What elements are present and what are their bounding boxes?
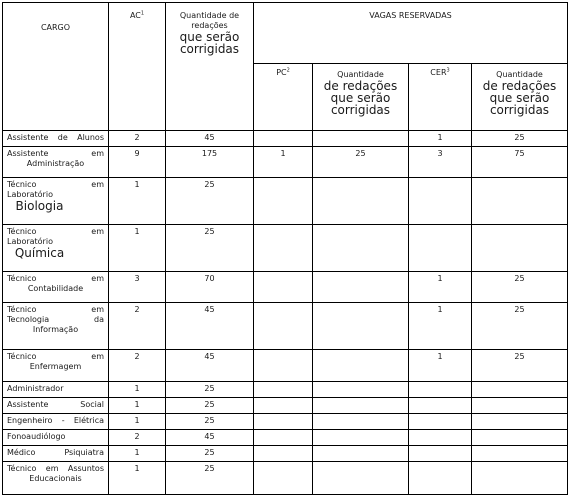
header-pc-qtd (313, 64, 409, 130)
cer-qtd-cell (472, 461, 568, 494)
header-pc-qtd-big: de redações que serão corrigidas (323, 79, 398, 118)
table-row (3, 303, 568, 350)
pc-cell (254, 272, 313, 303)
header-qtd-small: Quantidade de redações (179, 11, 240, 30)
pc-cell (254, 177, 313, 224)
vagas-table (2, 2, 568, 495)
cargo-line: Médico Psiquiatra (7, 447, 104, 457)
cer-cell (409, 224, 472, 271)
table-row (3, 413, 568, 429)
cer-cell: 1 (409, 303, 472, 350)
pc-qtd-cell: 25 (313, 146, 409, 177)
cargo-cell (3, 461, 109, 494)
table-row (3, 146, 568, 177)
qtd-cell: 45 (166, 130, 254, 146)
qtd-cell: 45 (166, 303, 254, 350)
header-row-top (3, 3, 568, 64)
header-cer-footnote: 3 (446, 67, 450, 74)
qtd-cell: 25 (166, 413, 254, 429)
header-cargo-label: CARGO (40, 23, 71, 32)
cargo-line: Técnico em (7, 179, 104, 189)
cargo-line: Assistente Social (7, 399, 104, 409)
cargo-line: Técnico em (7, 274, 104, 284)
header-vagas-label: VAGAS RESERVADAS (369, 11, 452, 20)
qtd-cell: 25 (166, 445, 254, 461)
pc-cell (254, 429, 313, 445)
cer-qtd-cell (472, 177, 568, 224)
header-vagas-reservadas (254, 3, 568, 64)
qtd-cell: 25 (166, 461, 254, 494)
ac-cell: 1 (109, 224, 166, 271)
header-qtd-big: que serão corrigidas (179, 30, 240, 56)
qtd-cell: 25 (166, 177, 254, 224)
header-cargo (3, 3, 109, 131)
cer-qtd-cell: 75 (472, 146, 568, 177)
cer-qtd-cell: 25 (472, 272, 568, 303)
pc-cell (254, 397, 313, 413)
header-ac-label: AC (129, 11, 141, 20)
cargo-line: Técnico em (7, 226, 104, 236)
qtd-cell: 25 (166, 381, 254, 397)
ac-cell: 1 (109, 397, 166, 413)
cargo-line: Assistente em (7, 148, 104, 158)
cer-qtd-cell (472, 429, 568, 445)
cargo-cell (3, 381, 109, 397)
cargo-line: Assistente de Alunos (7, 132, 104, 142)
ac-cell: 9 (109, 146, 166, 177)
table-row (3, 461, 568, 494)
table-row (3, 350, 568, 381)
pc-qtd-cell (313, 272, 409, 303)
cer-cell (409, 381, 472, 397)
pc-cell (254, 461, 313, 494)
cargo-line: Engenheiro - Elétrica (7, 415, 104, 425)
cer-cell (409, 429, 472, 445)
qtd-cell: 70 (166, 272, 254, 303)
pc-qtd-cell (313, 224, 409, 271)
cer-qtd-cell (472, 224, 568, 271)
cargo-line: Contabilidade (27, 284, 84, 294)
header-pc (254, 64, 313, 130)
cer-cell: 3 (409, 146, 472, 177)
header-pc-qtd-small: Quantidade (337, 70, 384, 80)
pc-cell: 1 (254, 146, 313, 177)
table-row (3, 177, 568, 224)
cargo-line: Educacionais (29, 473, 82, 483)
header-ac-footnote: 1 (140, 10, 145, 17)
cer-cell: 1 (409, 130, 472, 146)
cer-qtd-cell (472, 397, 568, 413)
pc-qtd-cell (313, 350, 409, 381)
table-row (3, 397, 568, 413)
header-cer (409, 64, 472, 130)
cer-qtd-cell: 25 (472, 130, 568, 146)
header-qtd (166, 3, 254, 131)
ac-cell: 2 (109, 350, 166, 381)
cargo-line: Química (14, 245, 65, 260)
table-row (3, 381, 568, 397)
header-cer-qtd-big: de redações que serão corrigidas (482, 79, 557, 118)
cargo-line: Técnico em Assuntos (7, 463, 104, 473)
ac-cell: 3 (109, 272, 166, 303)
cargo-line: Informação (32, 325, 79, 335)
ac-cell: 1 (109, 177, 166, 224)
cargo-line: Laboratório (7, 236, 53, 246)
cargo-line: Administrador (7, 383, 64, 393)
cer-cell (409, 413, 472, 429)
cer-cell (409, 445, 472, 461)
cargo-line: Fonoaudiólogo (7, 431, 66, 441)
header-cer-qtd-small: Quantidade (496, 70, 543, 80)
cer-qtd-cell: 25 (472, 350, 568, 381)
pc-qtd-cell (313, 461, 409, 494)
ac-cell: 1 (109, 445, 166, 461)
pc-qtd-cell (313, 445, 409, 461)
ac-cell: 1 (109, 381, 166, 397)
cer-qtd-cell (472, 413, 568, 429)
ac-cell: 2 (109, 429, 166, 445)
table-row (3, 445, 568, 461)
cargo-line: Biologia (15, 198, 64, 213)
pc-qtd-cell (313, 381, 409, 397)
qtd-cell: 175 (166, 146, 254, 177)
cargo-cell (3, 350, 109, 381)
ac-cell: 1 (109, 461, 166, 494)
cargo-line: Enfermagem (29, 362, 82, 372)
header-pc-footnote: 2 (286, 67, 290, 74)
pc-cell (254, 413, 313, 429)
cargo-cell (3, 413, 109, 429)
cer-cell (409, 177, 472, 224)
ac-cell: 1 (109, 413, 166, 429)
pc-cell (254, 130, 313, 146)
cargo-cell (3, 445, 109, 461)
cargo-cell (3, 397, 109, 413)
cargo-cell (3, 130, 109, 146)
table-row (3, 272, 568, 303)
table-row (3, 429, 568, 445)
header-ac (109, 3, 166, 131)
cargo-line: Técnico em (7, 305, 104, 315)
ac-cell: 2 (109, 303, 166, 350)
header-cer-qtd (472, 64, 568, 130)
pc-qtd-cell (313, 303, 409, 350)
cargo-cell (3, 303, 109, 350)
pc-cell (254, 350, 313, 381)
cer-cell: 1 (409, 272, 472, 303)
cer-qtd-cell (472, 381, 568, 397)
pc-cell (254, 303, 313, 350)
cer-cell (409, 397, 472, 413)
cer-qtd-cell (472, 445, 568, 461)
header-pc-label: PC (276, 68, 287, 78)
pc-qtd-cell (313, 130, 409, 146)
pc-qtd-cell (313, 177, 409, 224)
cargo-line: Tecnologia da (7, 315, 104, 325)
cargo-cell (3, 177, 109, 224)
qtd-cell: 25 (166, 397, 254, 413)
cargo-cell (3, 224, 109, 271)
qtd-cell: 25 (166, 224, 254, 271)
ac-cell: 2 (109, 130, 166, 146)
cargo-line: Técnico em (7, 352, 104, 362)
pc-qtd-cell (313, 413, 409, 429)
pc-qtd-cell (313, 429, 409, 445)
cargo-cell (3, 429, 109, 445)
qtd-cell: 45 (166, 350, 254, 381)
table-row (3, 224, 568, 271)
cargo-line: Administração (26, 158, 85, 168)
pc-cell (254, 381, 313, 397)
table-row (3, 130, 568, 146)
cer-cell: 1 (409, 350, 472, 381)
cargo-line: Laboratório (7, 189, 53, 199)
cer-cell (409, 461, 472, 494)
pc-cell (254, 224, 313, 271)
qtd-cell: 45 (166, 429, 254, 445)
pc-cell (254, 445, 313, 461)
cargo-cell (3, 272, 109, 303)
pc-qtd-cell (313, 397, 409, 413)
cargo-cell (3, 146, 109, 177)
header-cer-label: CER (430, 68, 447, 78)
cer-qtd-cell: 25 (472, 303, 568, 350)
